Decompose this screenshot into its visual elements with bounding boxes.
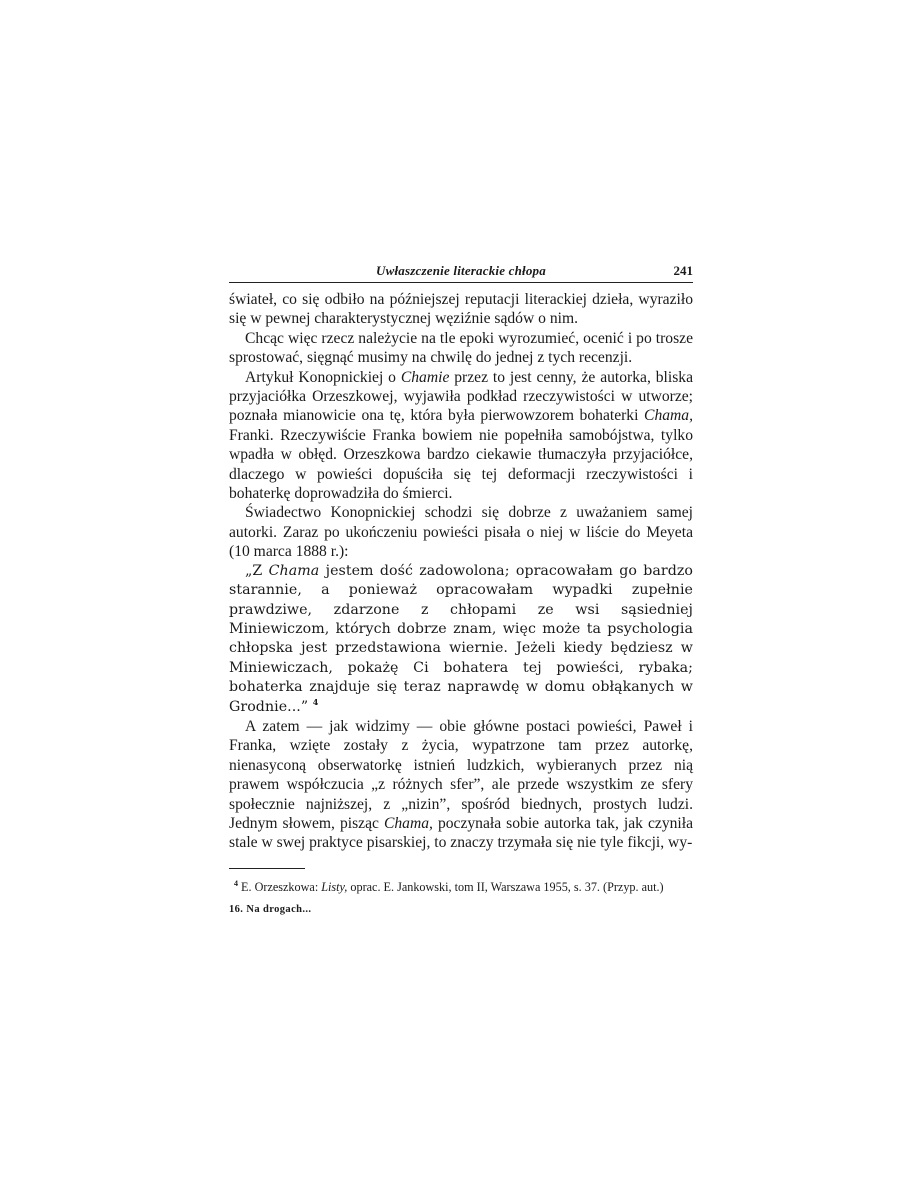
- paragraph-2: [229, 329, 693, 368]
- footnote-marker: 4: [234, 878, 238, 888]
- quotation-text-c: jestem dość zadowolona; opracowałam go bardzo starannie, a ponieważ opracowałam wypadki zupełnie prawdziwe, zdarzone z chłopami ze wsi sąsiedniej Miniewiczom, których dobrze znam, więc może ta psychologia chłopska jest przedstawiona wiernie. Jeżeli kiedy będziesz w Miniewiczach, pokażę Ci bohatera tej powieści, rybaka; bohaterka znajduje się teraz naprawdę w domu obłąkanych w Grodnie...”: [229, 562, 693, 715]
- paragraph-3-title-chamie: Chamie: [400, 368, 450, 386]
- paragraph-1: [229, 290, 693, 329]
- header-rule: [229, 282, 693, 283]
- paragraph-3-text-a: Artykuł Konopnickiej o: [245, 368, 401, 386]
- paragraph-2-text: Chcąc więc rzecz należycie na tle epoki wyrozumieć, ocenić i po trosze sprostować, sięgnąć musimy na chwilę do jednej z tych recenzji.: [229, 329, 693, 367]
- page-number: 241: [673, 263, 693, 278]
- signature-mark: 16. Na drogach...: [229, 903, 312, 915]
- quotation-text-a: „Z: [245, 562, 269, 579]
- paragraph-4: [229, 503, 693, 561]
- running-head: [229, 262, 693, 282]
- paragraph-3-title-chama: Chama,: [644, 407, 693, 425]
- quotation-title-chama: Chama: [268, 562, 320, 579]
- paragraph-4-text: Świadectwo Konopnickiej schodzi się dobrze z uważaniem samej autorki. Zaraz po ukończeniu powieści pisała o niej w liście do Meyeta (10 marca 1888 r.):: [229, 504, 693, 561]
- paragraph-5: [229, 717, 693, 853]
- body-text: [229, 290, 693, 853]
- footnote-title-listy: Listy,: [321, 879, 348, 894]
- footnote-reference: 4: [312, 696, 319, 707]
- footnote-text-a: E. Orzeszkowa:: [238, 879, 322, 894]
- paragraph-5-text-c: poczynała sobie autorka tak, jak czyniła stale w swej praktyce pisarskiej, to znaczy trzymała się nie tyle fikcji, wy-: [229, 814, 693, 852]
- paragraph-5-text-a: A zatem — jak widzimy — obie główne postaci powieści, Paweł i Franka, wzięte zostały z życia, wypatrzone tam przez autorkę, nienasyconą obserwatorkę istnień ludzkich, wybieranych przez nią prawem współczucia „z różnych sfer”, ale przede wszystkim ze sfery społecznie najniższej, z „nizin”, spośród biednych, prostych ludzi. Jednym słowem, pisząc: [229, 717, 693, 832]
- paragraph-3-text-c: przez to jest cenny, że autorka, bliska przyjaciółka Orzeszkowej, wyjawiła podkład rzeczywistości w utworze; poznała mianowicie ona tę, która była pierwowzorem bohaterki: [229, 368, 693, 425]
- footnote: [229, 875, 693, 896]
- running-title: Uwłaszczenie literackie chłopa: [376, 263, 546, 278]
- footnote-rule: [229, 868, 305, 869]
- book-page: [229, 262, 693, 915]
- paragraph-1-text: świateł, co się odbiło na późniejszej reputacji literackiej dzieła, wyraziło się w pewnej charakterystycznej węziźnie sądów o nim.: [229, 291, 693, 328]
- paragraph-3-text-e: Franki. Rzeczywiście Franka bowiem nie popełniła samobójstwa, tylko wpadła w obłęd. Orzeszkowa bardzo ciekawie tłumaczyła przyjaciółce, dlaczego w powieści dopuściła się tej deformacji rzeczywistości i bohaterkę doprowadziła do śmierci.: [229, 426, 693, 503]
- footnote-text-c: oprac. E. Jankowski, tom II, Warszawa 1955, s. 37. (Przyp. aut.): [347, 879, 664, 894]
- paragraph-5-title-chama: Chama,: [383, 814, 433, 832]
- paragraph-3: [229, 368, 693, 504]
- quotation: [229, 562, 693, 717]
